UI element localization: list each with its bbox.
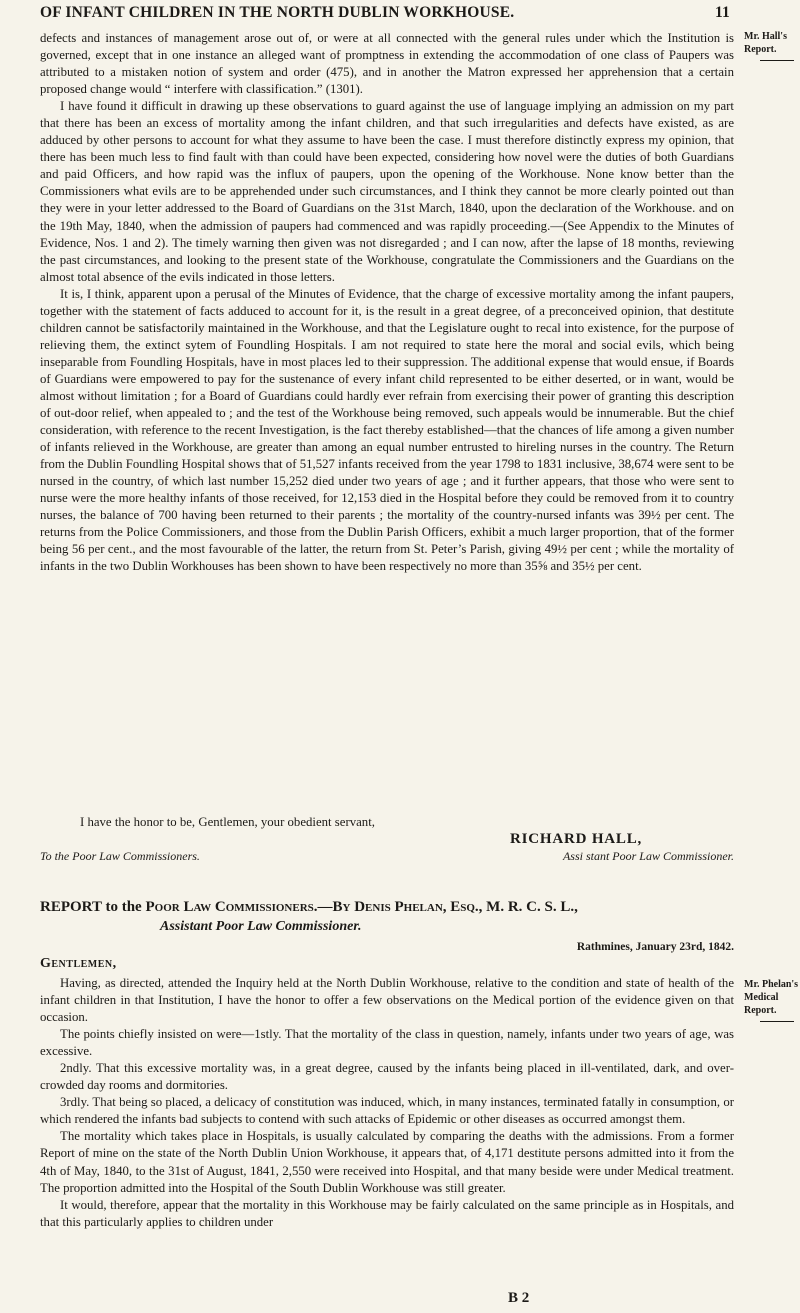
signature-mark: B 2 — [508, 1290, 530, 1306]
salutation: Gentlemen, — [40, 956, 117, 971]
hall-paragraph-1: defects and instances of management arose out of, or were at all connected with the general rules under which the Institution is governed, except that in one instance an alleged want of promptness in extending the accommodation of one class of Paupers was attributed to a mistaken notion of system and order (475), and in another the Matron expressed her apprehension that a certain proposed change would “ interfere with classification.” (1301). — [40, 31, 734, 97]
page-number: 11 — [714, 4, 730, 21]
margin-note-hall — [744, 30, 800, 61]
report-title-rest: Poor Law Commissioners.—By Denis Phelan, Esq., M. R. C. S. L., — [145, 899, 578, 915]
running-head — [40, 4, 730, 22]
phelan-paragraph-1: Having, as directed, attended the Inquiry held at the North Dublin Workhouse, relative to the condition and state of health of the infant children in that Institution, I have the honor to offer a few observations on the Medical portion of the evidence given on that occasion. — [40, 976, 734, 1025]
dateline: Rathmines, January 23rd, 1842. — [576, 941, 734, 953]
phelan-paragraph-4: 3rdly. That being so placed, a delicacy of constitution was induced, which, in many instances, terminated fatally in consumption, or which rendered the infants bad subjects to contend with such attacks of Epidemic or other diseases as occurred amongst them. — [40, 1095, 734, 1127]
margin-note-phelan-text: Mr. Phelan's Medical Report. — [744, 979, 799, 1016]
hall-signature-block — [40, 814, 734, 865]
margin-note-phelan — [744, 978, 800, 1022]
phelan-paragraph-5: The mortality which takes place in Hospitals, is usually calculated by comparing the deaths with the admissions. From a former Report of mine on the state of the North Dublin Union Workhouse, it appears that, of 4,171 destitute persons admitted into it from the 4th of May, 1840, to the 31st of August, 1841, 2,550 were received into Hospital, and that many beside were under Medical treatment. The proportion admitted into the Hospital of the South Dublin Workhouse was still greater. — [40, 1129, 734, 1195]
closing-line: I have the honor to be, Gentlemen, your obedient servant, — [80, 815, 375, 829]
report-to: to the — [105, 899, 142, 915]
phelan-report-body — [40, 975, 734, 1231]
hall-paragraph-3: It is, I think, apparent upon a perusal of the Minutes of Evidence, that the charge of excessive mortality among the infant paupers, together with the statement of facts adduced to account for it, is the result in a great degree, of a preconceived opinion, that destitute children cannot be satisfactorily maintained in the Workhouse, and that the Legislature ought to recal into existence, for the purpose of relieving them, the extinct sytem of Foundling Hospitals. I am not required to state here the moral and social evils, which being inseparable from Foundling Hospitals, have in most places led to their suppression. The additional expense that would ensue, if Boards of Guardians were empowered to pay for the sustenance of every infant child represented to be either deserted, or in want, would be almost without limitation ; for a Board of Guardians could hardly ever refrain from exercising their power of granting this description of out-door relief, when appealed to ; and the test of the Workhouse being removed, such appeals would be innumerable. But the chief consideration, with reference to the recent Investigation, is the fact thereby established—that the chances of life among a given number of infants relieved in the Workhouse, are greater than among an equal number entrusted to hireling nurses in the country. The Return from the Dublin Foundling Hospital shows that of 51,527 infants received from the year 1798 to 1831 inclusive, 38,674 were sent to be nursed in the country, of which last number 15,252 died under two years of age ; and it further appears, that those who were sent to nurse were the more healthy infants of those received, for 12,153 died in the Hospital before they could be removed from it to country nurses, the balance of 700 having been returned to their parents ; the mortality of the country-nursed infants was 39½ per cent. The returns from the Police Commissioners, and those from the Dublin Parish Officers, exhibit a much larger proportion, that of the former being 56 per cent., and the most favourable of the latter, the return from St. Peter’s Parish, giving 49½ per cent ; while the mortality of infants in the two Dublin Workhouses has been shown to have been respectively no more than 35⅝ and 35½ per cent. — [40, 286, 734, 574]
signature-footer — [40, 848, 734, 865]
phelan-paragraph-2: The points chiefly insisted on were—1stly. That the mortality of the class in question, namely, infants under two years of age, was excessive. — [40, 1027, 734, 1059]
report-subtitle: Assistant Poor Law Commissioner. — [160, 919, 362, 934]
hall-paragraph-2: I have found it difficult in drawing up these observations to guard against the use of language implying an admission on my part that there has been an excess of mortality among the infant children, and that such irregularities and defects have existed, as are adduced by other persons to account for what they assume to have been the case. I must therefore distinctly express my opinion, that there has been much less to find fault with than could have been expected, considering how novel were the duties of both Guardians and paid Officers, and how rapid was the influx of paupers, upon the opening of the Workhouse. None know better than the Commissioners what evils are to be apprehended under such circumstances, and I think they cannot be more clearly pointed out than they were in your letter addressed to the Board of Guardians on the 31st March, 1840, upon the declaration of the Workhouse. and on the 19th May, 1840, when the admission of paupers had commenced and was rapidly proceeding.—(See Appendix to the Minutes of Evidence, Nos. 1 and 2). The timely warning then given was not disregarded ; and I can now, after the lapse of 18 months, reviewing the past circumstances, and looking to the present state of the Workhouse, congratulate the Commissioners and the Guardians on the almost total absence of the evils indicated in those letters. — [40, 99, 734, 284]
margin-rule — [760, 1021, 794, 1022]
running-head-title: OF INFANT CHILDREN IN THE NORTH DUBLIN WORKHOUSE. — [40, 4, 515, 21]
signer-title: Assi stant Poor Law Commissioner. — [562, 849, 734, 863]
margin-note-hall-text: Mr. Hall's Report. — [744, 31, 787, 55]
phelan-report-title — [40, 898, 734, 936]
phelan-paragraph-6: It would, therefore, appear that the mortality in this Workhouse may be fairly calculated on the same principle as in Hospitals, and that this particularly applies to children under — [40, 1197, 734, 1229]
phelan-paragraph-3: 2ndly. That this excessive mortality was, in a great degree, caused by the infants being placed in ill-ventilated, dark, and over-crowded day rooms and dormitories. — [40, 1061, 734, 1093]
addressee: To the Poor Law Commissioners. — [40, 849, 200, 863]
report-word: REPORT — [40, 899, 102, 915]
hall-letter-body — [40, 30, 734, 576]
margin-rule — [760, 60, 794, 61]
signature-name: RICHARD HALL, — [510, 831, 643, 847]
